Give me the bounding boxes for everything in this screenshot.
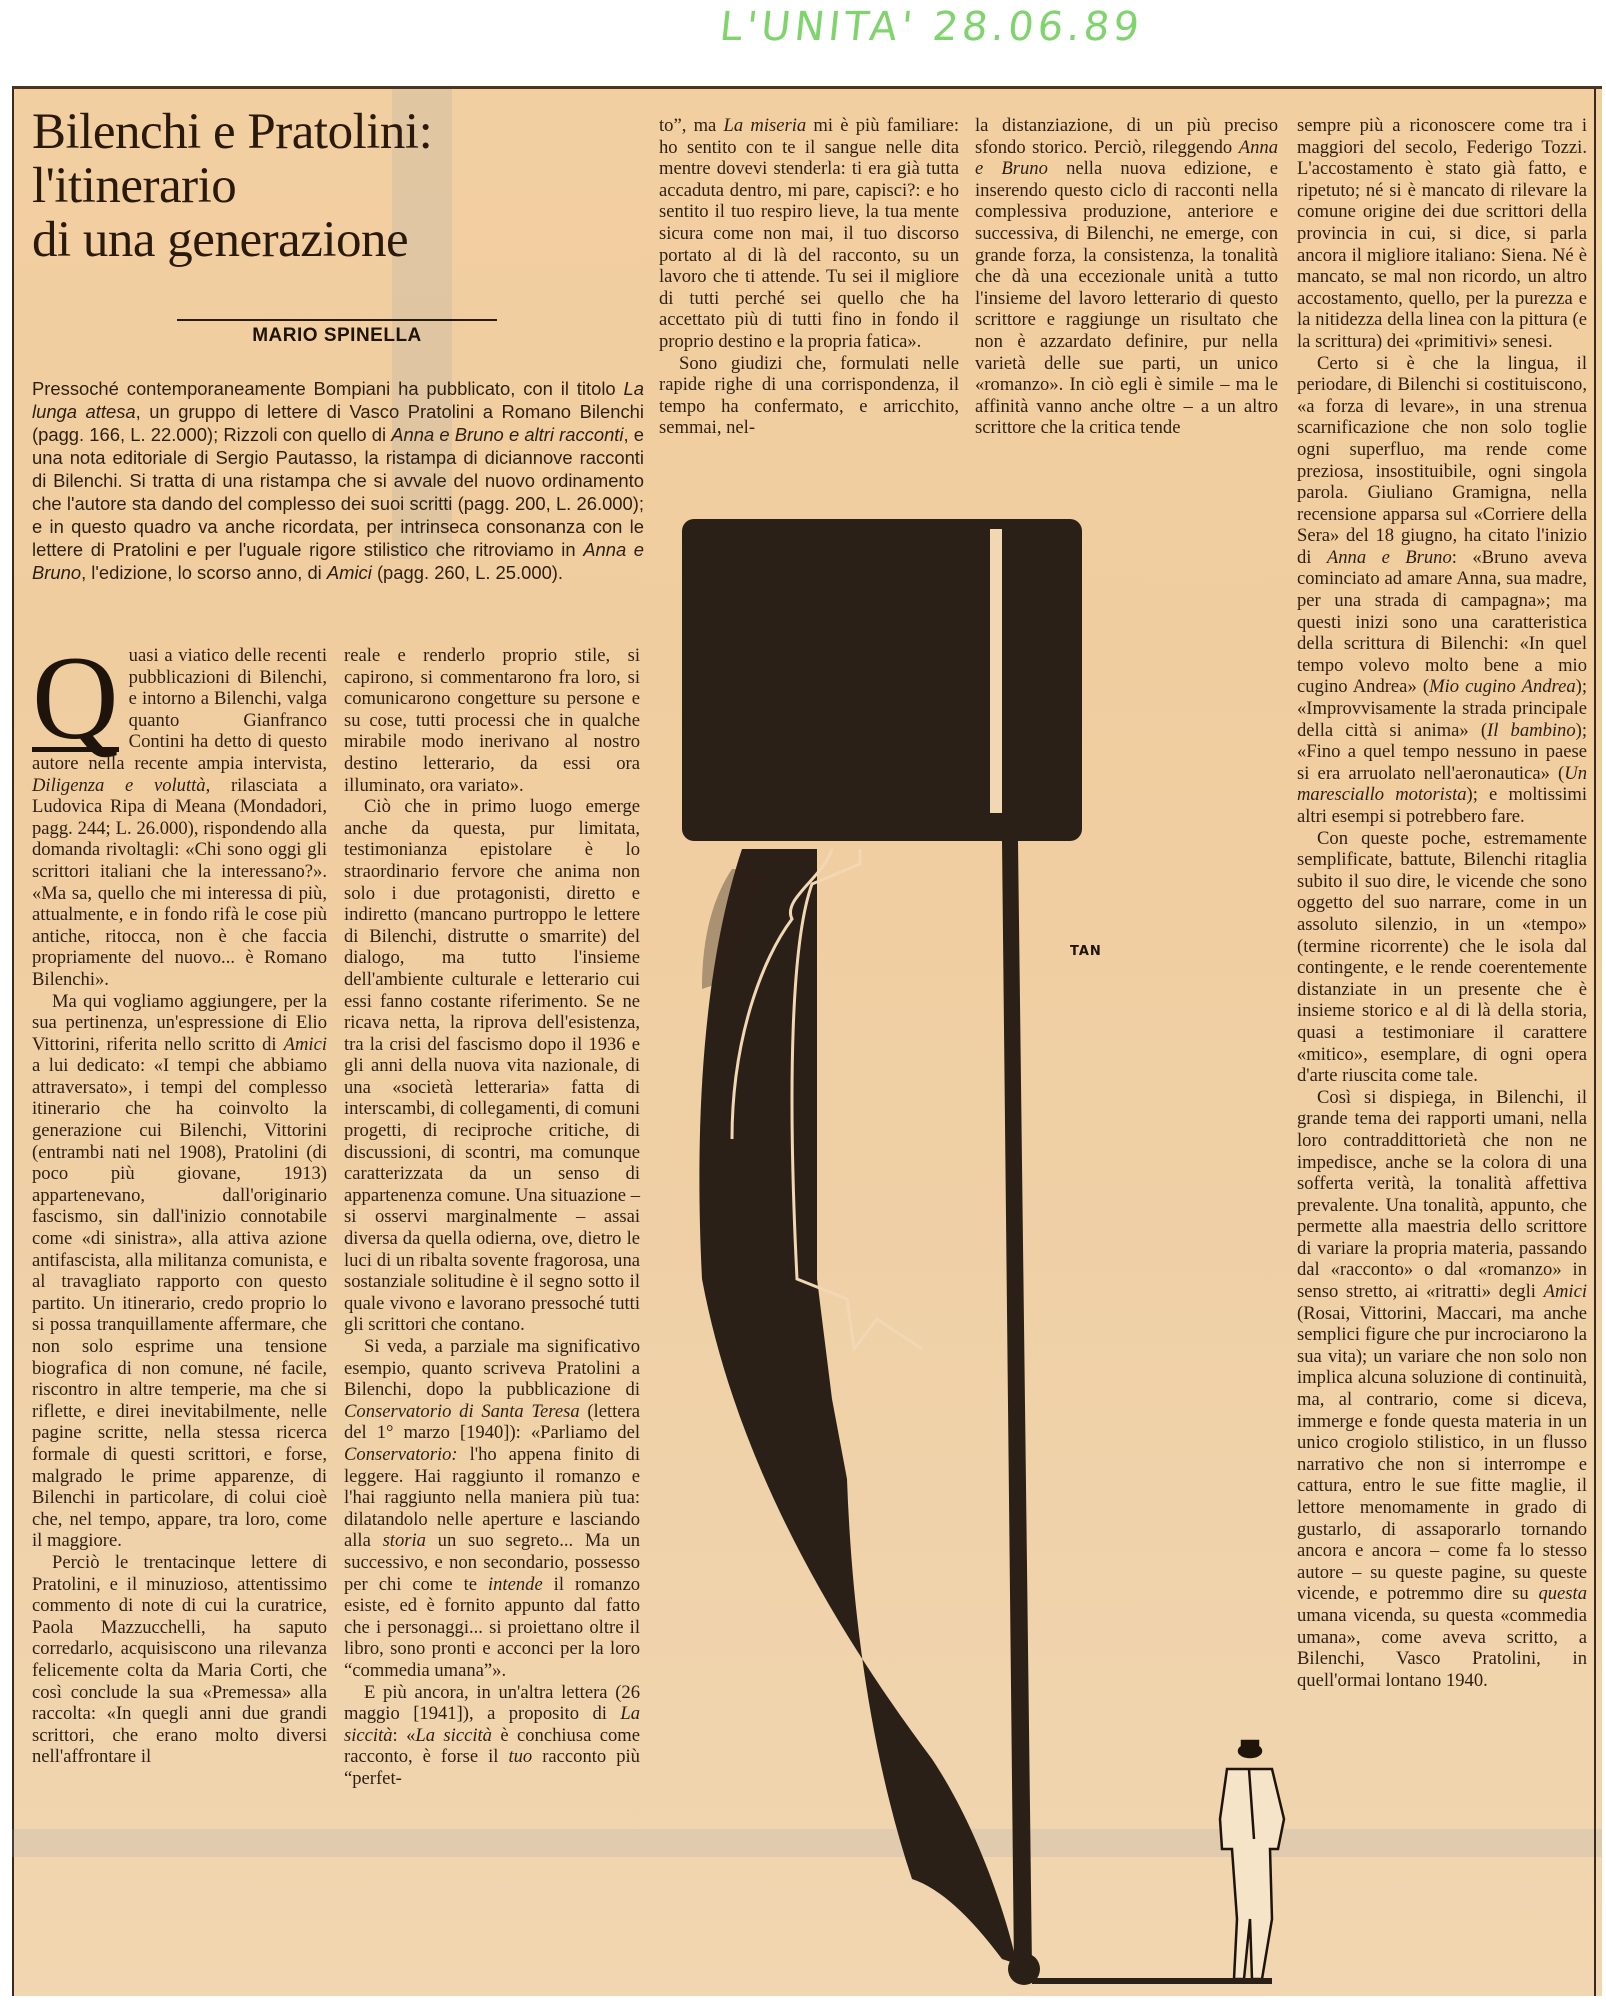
paragraph (659, 115, 959, 353)
paragraph (32, 991, 327, 1552)
text-run: E più ancora, in un'altra lettera (26 maggio [1941]), a proposito di (344, 1681, 640, 1725)
pole-shape (1002, 841, 1032, 1969)
text-run: un suo segreto... Ma un successivo, e non secondario, possesso per chi come te (344, 1530, 640, 1595)
byline-rule (177, 319, 497, 321)
text-run: Perciò le trentacinque lettere di Pratolini, e il minuzioso, attentissimo commento di note di cui la curatrice, Paola Mazzucchelli, ha saputo corredarlo, acquisiscono una rilevanza felicemente colta da Maria Corti, che così conclude la sua «Premessa» alla raccolta: «In quegli anni due grandi scrittori, che erano molto diversi nell'affrontare il (32, 1551, 327, 1768)
paragraph (1297, 1087, 1587, 1692)
text-run: reale e renderlo proprio stile, si capirono, si commentarono fra loro, si comunicarono congetture su persone e su cose, tutti processi che in qualche mirabile modo inerivano al nostro destino letterario, da essi ora illuminato, ora variato». (344, 645, 640, 796)
italic-title: Mio cugino Andrea (1429, 676, 1576, 698)
text-run: racconto più “perfet- (344, 1746, 640, 1789)
text-run: ); e moltissimi altri esempi si potrebbero fare. (1297, 784, 1587, 827)
italic-title: Amici (1543, 1281, 1587, 1303)
headline-line: l'itinerario (32, 158, 237, 214)
text-run: Pressoché contemporaneamente Bompiani ha pubblicato, con il titolo (32, 378, 624, 399)
cartoon-illustration (672, 519, 1292, 1999)
paragraph (32, 1552, 327, 1768)
article-column-1 (32, 631, 327, 1768)
lead-paragraph (32, 377, 644, 584)
paragraph (344, 796, 640, 1336)
italic-title: La miseria (723, 115, 807, 136)
drop-cap: Q (32, 631, 119, 764)
head-highlight (990, 529, 1002, 813)
text-run: sempre più a riconoscere come tra i maggiori del secolo, Federigo Tozzi. L'accostamento è stato già fatto, e ripetuto; né si è mancato di rilevare la comune origine dei due scrittori della provincia in cui, si dice, si parla ancora il migliore italiano: Siena. Né è mancato, se mal non ricordo, un altro accostamento, quello, per la purezza e la nitidezza della linea con la pittura (e la scrittura) dei «primitivi» senesi. (1297, 115, 1587, 352)
text-run: ); «Improvvisamente la strada principale della città si anima» ( (1297, 676, 1587, 741)
text-run: ); «Fino a quel tempo nessuno in paese si era arruolato nell'aeronautica» ( (1297, 719, 1587, 784)
italic-title: Amici (283, 1033, 327, 1055)
italic-title: storia (382, 1530, 426, 1552)
text-run: Così si dispiega, in Bilenchi, il grande tema dei rapporti umani, nella loro contraddittorietà che non ne impedisce, anche se la colora di una sofferta verità, la tonalità affettiva prevalente. Una tonalità, appunto, che permette alla maestria dello scrittore di variare la propria materia, passando dal «racconto» o dal «romanzo» in senso stretto, ai «ritratti» degli (1297, 1086, 1587, 1303)
article-column-4 (975, 115, 1278, 439)
italic-title: La lunga attesa (32, 378, 644, 422)
text-run: la distanziazione, di un più preciso sfondo storico. Perciò, rileggendo (975, 115, 1278, 158)
text-run: uasi a viatico delle recenti pubblicazioni di Bilenchi, e intorno a Bilenchi, valga quanto Gianfranco Contini ha detto di questo autore nella recente ampia intervista, (32, 645, 327, 774)
italic-title: Anna e Bruno (1326, 546, 1452, 568)
text-run: nella nuova edizione, e inserendo questo ciclo di racconti nella complessiva produzione, anteriore e successiva, di Bilenchi, ne emerge, con grande forza, la consistenza, la tonalità che dà una eccezionale unità a tutto l'insieme del lavoro letterario di questo scrittore e raggiunge un risultato che non è azzardato definire, pur nella varietà delle sue parti, un unico «romanzo». In ciò egli è simile – ma le affinità vanno anche oltre – a un altro scrittore che la critica tende (975, 158, 1278, 439)
italic-title: Conservatorio: (344, 1443, 458, 1465)
paragraph (1297, 828, 1587, 1087)
square-head-shape (682, 519, 1082, 841)
italic-title: Il bambino (1487, 719, 1576, 741)
text-run: Ma qui vogliamo aggiungere, per la sua pertinenza, un'espressione di Elio Vittorini, riferita nello scritto di (32, 990, 327, 1055)
italic-title: Amici (326, 562, 372, 583)
article-column-2 (344, 645, 640, 1789)
italic-title: questa (1538, 1583, 1587, 1605)
text-run: Ciò che in primo luogo emerge anche da questa, pur limitata, testimonianza epistolare è lo straordinario fervore che anima non solo i due protagonisti, diretto e indiretto (mancano purtroppo le lettere di Bilenchi, distrutte o smarrite) del dialogo, ma tutto l'insieme dell'ambiente culturale e letterario cui essi fanno costante riferimento. Se ne ricava netta, la riprova dell'esistenza, tra la crisi del fascismo dopo il 1936 e gli anni della nuova vita nazionale, di una «società letteraria» fatta di interscambi, di collegamenti, di comuni progetti, di reciproche critiche, di discussioni, di scontri, ma comunque caratterizzata da un senso di appartenenza comune. Una situazione – si osservi marginalmente – assai diversa da quella odierna, ove, dietro le luci di un ribalta sovente fragorosa, una sostanziale solitudine è il segno sotto il quale vivono e lavorano pressoché tutti gli scrittori che contano. (344, 796, 640, 1336)
text-run: mi è più familiare: ho sentito con te il sangue nelle dita mentre dovevi stenderla: ti era già tutta accaduta dentro, mi pare, capisci?: e ho sentito il tuo respiro lieve, la tua mente sicura come non mai, il tuo discorso portato al di là del racconto, su un lavoro che ti attende. Tu sei il migliore di tutti perché sei quello che ha accettato più di tutti fino in fondo il proprio destino e la propria fatica». (659, 115, 959, 352)
text-run: il romanzo esiste, ed è fornito appunto dal fatto che i personaggi... si proiettano oltre il libro, sono pronti e acconci per la loro “commedia umana”». (344, 1573, 640, 1681)
text-run: è conchiusa come racconto, è forse il (344, 1724, 640, 1768)
text-run: a lui dedicato: «I tempi che abbiamo attraversato», i tempi del complesso itinerario che ha coinvolto la generazione cui Bilenchi, Vittorini (entrambi nati nel 1908), Pratolini (di poco più giovane, 1913) appartenevano, dall'originario fascismo, sin dall'inizio connotabile come «di sinistra», alla attiva azione antifascista, alla militanza comunista, e al travagliato rapporto con questo partito. Un itinerario, credo proprio lo si possa tranquillamente affermare, che non solo esprime una tensione biografica di non comune, né facile, riscontro in altre temperie, ma che si riflette, e direi inevitabilmente, nelle pagine scritte, nella stessa ricerca formale di questi scrittori, e forse, malgrado le prime apparenze, di Bilenchi in particolare, di colui cioè che, nel tempo, appare, tra loro, come il maggiore. (32, 1055, 327, 1552)
italic-title: Diligenza e voluttà (32, 774, 206, 796)
paragraph (1297, 115, 1587, 353)
headline-line: di una generazione (32, 212, 409, 268)
headline-line: Bilenchi e Pratolini: (32, 104, 433, 160)
italic-title: La siccità (415, 1724, 492, 1746)
text-run: umana vicenda, su questa «commedia umana», come aveva scritto, a Bilenchi, Vasco Pratolini, in quell'ormai lontano 1940. (1297, 1604, 1587, 1691)
italic-title: La siccità (344, 1703, 640, 1746)
italic-title: Conservatorio di Santa Teresa (344, 1400, 580, 1422)
italic-title: Un maresciallo motorista (1297, 762, 1587, 806)
text-run: (pagg. 260, L. 25.000). (371, 562, 564, 583)
newspaper-clipping (12, 86, 1602, 1996)
paragraph (344, 1682, 640, 1790)
text-run: to”, ma (659, 115, 724, 136)
small-man-figure (1220, 1741, 1284, 1979)
text-run: l'ho appena finito di leggere. Hai raggiunto il romanzo e l'hai raggiunto nella maniera più tua: dilatandolo nelle aperture e lasciando alla (344, 1443, 640, 1552)
text-run: , l'edizione, lo scorso anno, di (81, 562, 327, 583)
text-run: Certo si è che la lingua, il periodare, di Bilenchi si costituiscono, «a forza di levare», in una strenua scarnificazione che non solo toglie ogni superfluo, ma rende come preziosa, insostituibile, ogni singola parola. Giuliano Gramigna, nella recensione apparsa sul «Corriere della Sera» del 18 giugno, ha citato l'inizio di (1297, 352, 1587, 568)
italic-title: tuo (508, 1746, 533, 1768)
italic-title: Anna e Bruno (975, 136, 1278, 180)
text-run: Sono giudizi che, formulati nelle rapide righe di una corrispondenza, il tempo ha confermato, e arricchito, semmai, nel- (659, 352, 959, 439)
paragraph (659, 353, 959, 439)
paragraph (975, 115, 1278, 439)
text-run: , rilasciata a Ludovica Ripa di Meana (Mondadori, pagg. 244; L. 26.000), rispondendo alla domanda rivoltagli: «Chi sono oggi gli scrittori italiani che la interessano?». «Ma sa, quello che mi interessa di più, attualmente, e in fondo rifà le cose più antiche, ritocca, non è che faccia propriamente del nuovo... è Romano Bilenchi». (32, 774, 327, 990)
article-column-3 (659, 115, 959, 439)
italic-title: Anna e Bruno e altri racconti (391, 424, 624, 445)
article-column-5 (1297, 115, 1587, 1691)
italic-title: intende (487, 1573, 543, 1595)
text-run: , e una nota editoriale di Sergio Pautasso, la ristampa di diciannove racconti di Bilenchi. Si tratta di una ristampa che si avvale del nuovo ordinamento che l'autore sta dando del complesso dei suoi scritti (pagg. 200, L. 26.000); e in questo quadro va anche ricordata, per intrinseca consonanza con le lettere di Pratolini e per l'uguale rigore stilistico che ritroviamo in (32, 424, 645, 560)
italic-title: Anna e Bruno (32, 539, 644, 583)
byline: MARIO SPINELLA (252, 325, 422, 346)
headline (32, 105, 472, 267)
handwritten-date-note: L'UNITA' 28.06.89 (717, 4, 1146, 50)
text-run: (Rosai, Vittorini, Maccari, ma anche semplici figure che pur incrociarono la sua vita); un variare che non solo non implica alcuna soluzione di continuità, ma, al contrario, come si diceva, immerge e fonde questa materia in un unico crogiolo stilistico, in un flusso narrativo che non si interrompe e cattura, entro le sue fitte maglie, il lettore menomamente in grado di gustarlo, di assaporarlo tornando ancora e ancora – come fa lo stesso autore – su queste pagine, su queste vicende, e potremmo dire su (1297, 1302, 1587, 1605)
paragraph (344, 1336, 640, 1682)
text-run: Con queste poche, estremamente semplificate, battute, Bilenchi ritaglia subito il suo dire, le vicende che sono oggetto del suo narrare, come in un assoluto silenzio, in un «tempo» (termine ricorrente) che le isola dal contingente, e le rende coerentemente distanziate in un presente che è insieme storico e al di là della storia, quasi a testimoniare il carattere «mitico», esemplare, di ogni opera d'arte riuscita come tale. (1297, 827, 1587, 1087)
paragraph (1297, 353, 1587, 828)
text-run: : « (392, 1724, 416, 1746)
text-run: Si veda, a parziale ma significativo esempio, quanto scriveva Pratolini a Bilenchi, dopo la pubblicazione di (344, 1336, 640, 1401)
paragraph (344, 645, 640, 796)
illustrator-signature: TAN (1070, 944, 1102, 959)
text-run: (lettera del 1° marzo [1940]): «Parliamo del (344, 1400, 640, 1444)
text-run: : «Bruno aveva cominciato ad amare Anna, sua madre, per una strada di campagna»; ma questi inizi sono una caratteristica della scrittura di Bilenchi: «In quel tempo volevo molto bene a mio cugino Andrea» ( (1297, 546, 1587, 698)
text-run: , un gruppo di lettere di Vasco Pratolini a Romano Bilenchi (pagg. 166, L. 22.000); Rizzoli con quello di (32, 401, 644, 445)
